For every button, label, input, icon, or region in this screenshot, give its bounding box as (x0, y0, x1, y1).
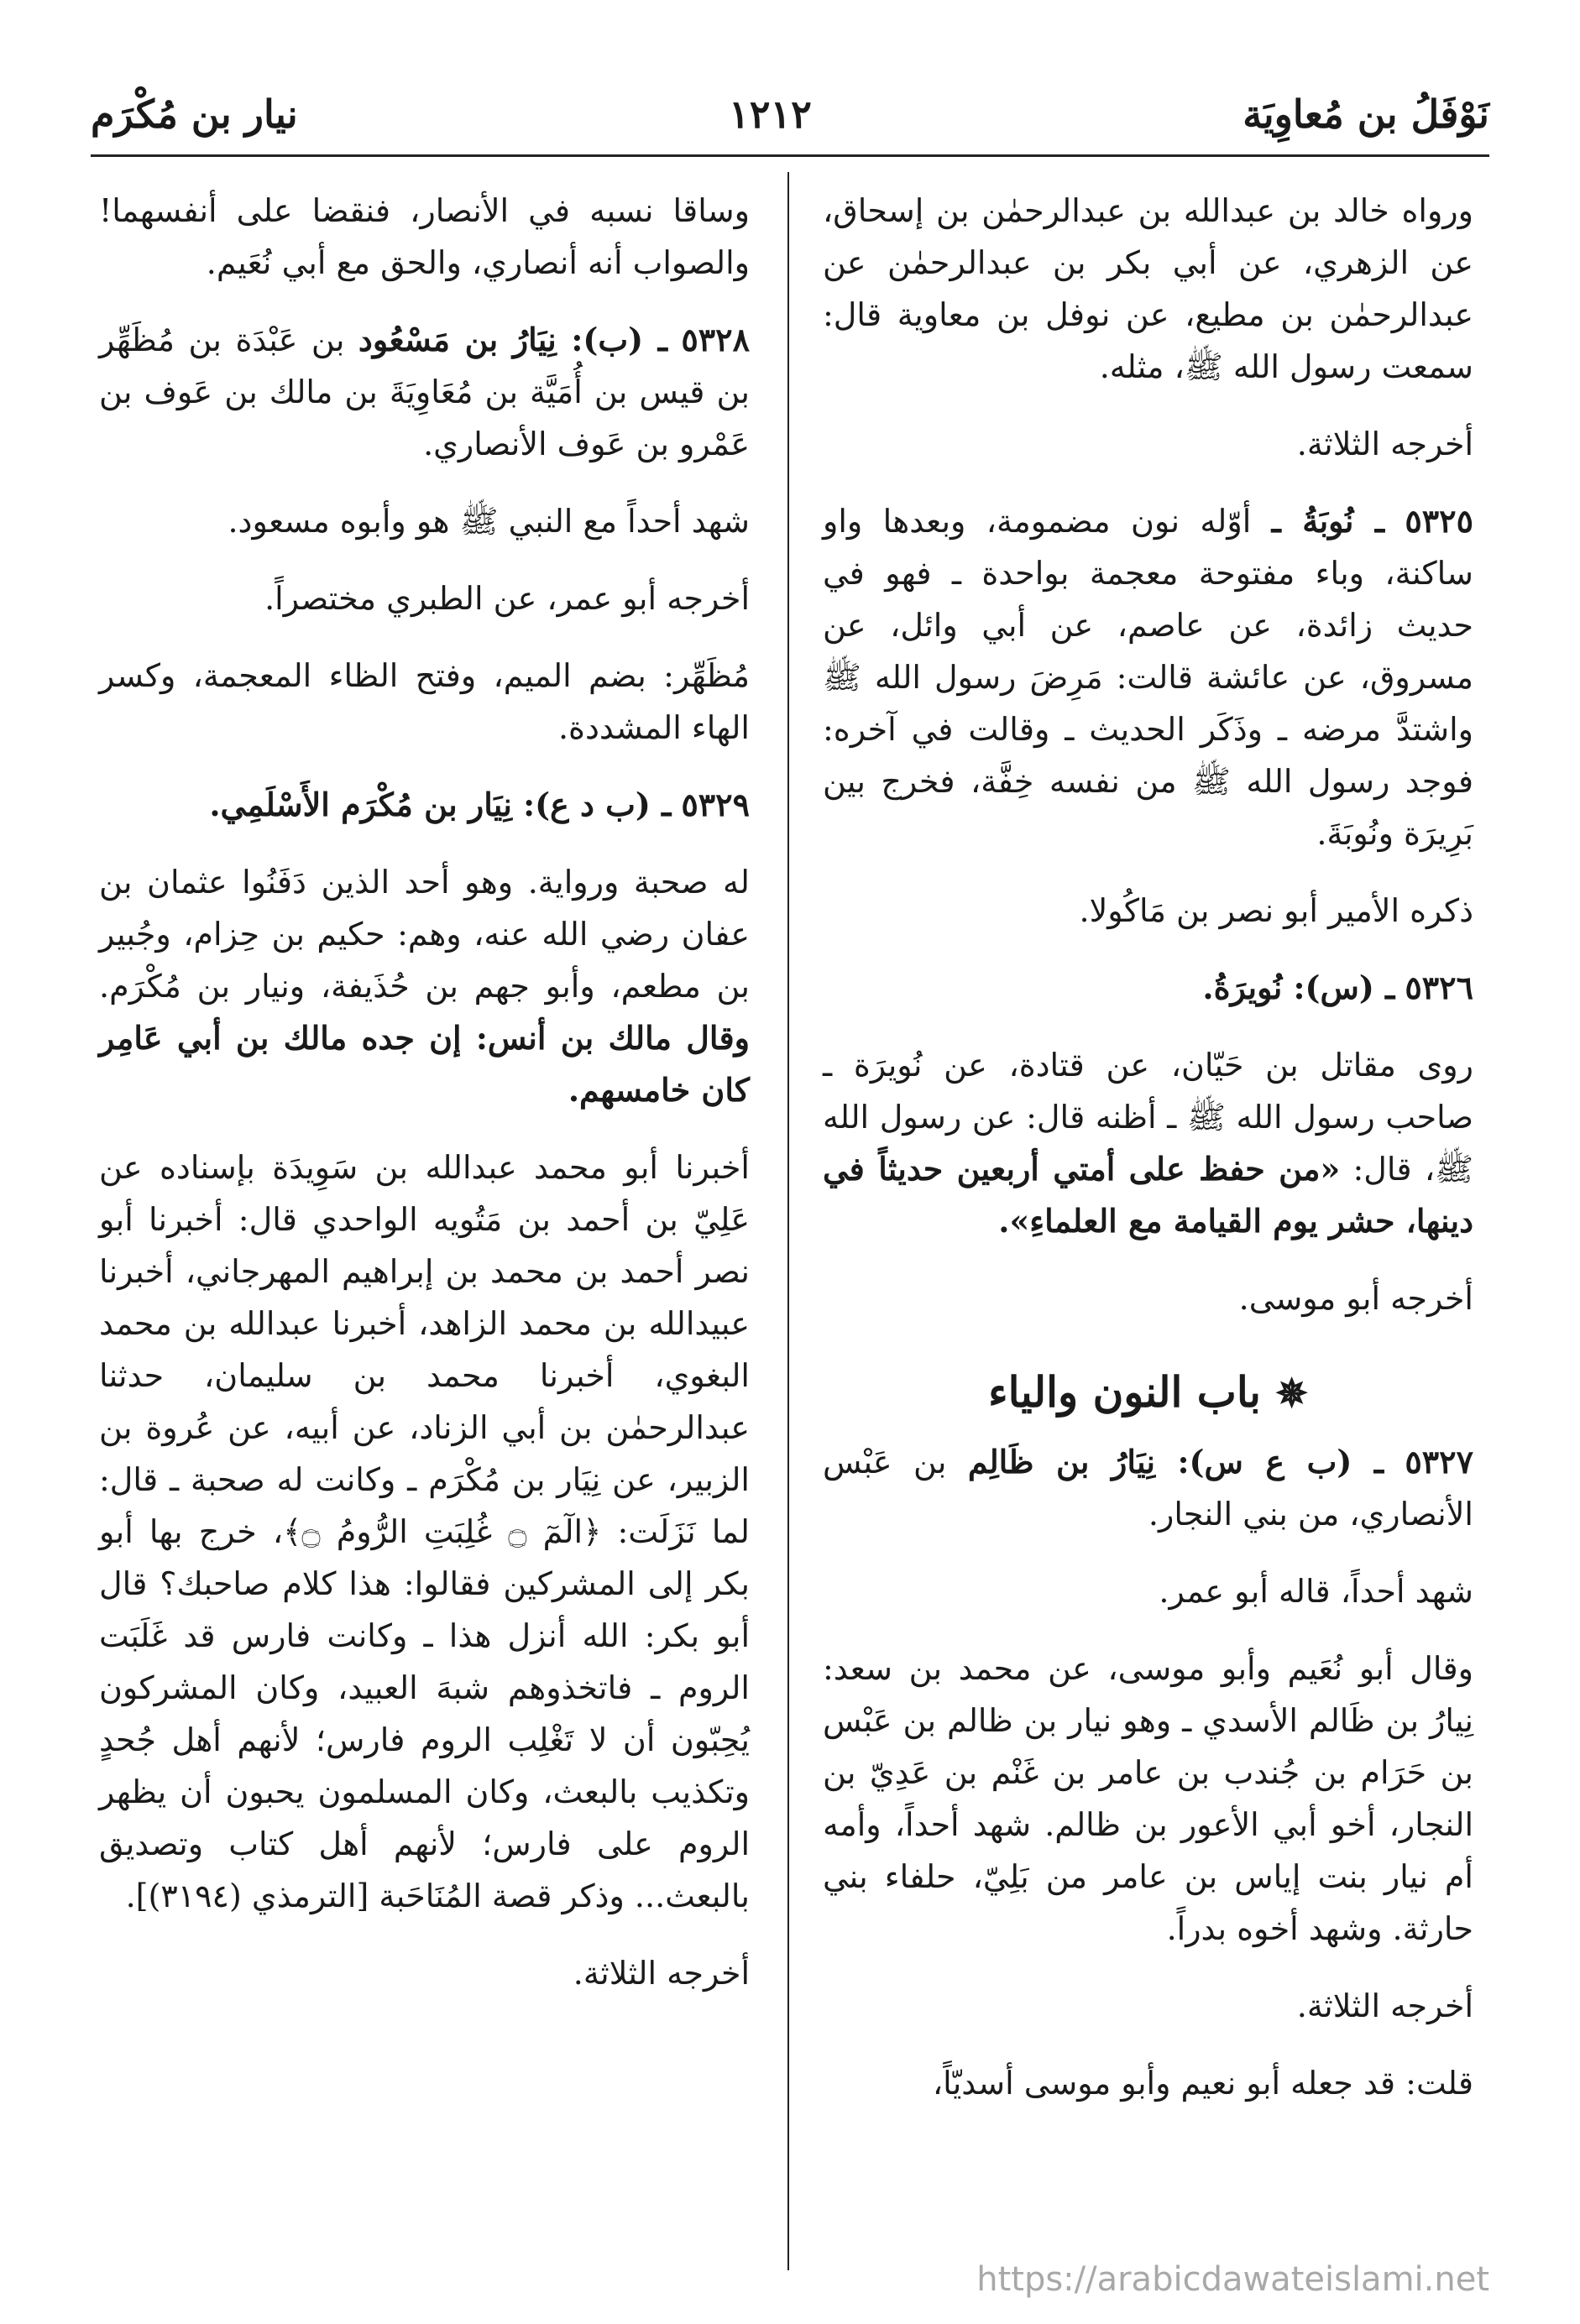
paragraph: أخبرنا أبو محمد عبدالله بن سَوِيدَة بإسناده عن عَلِيّ بن أحمد بن مَتُويه الواحدي قال: أخبرنا أبو نصر أحمد بن محمد بن إبراهيم المهرجاني، أخبرنا عبيدالله بن محمد الزاهد، أخبرنا عبدالله بن محمد البغوي، أخبرنا محمد بن سليمان، حدثنا عبدالرحمٰن بن أبي الزناد، عن أبيه، عن عُروة بن الزبير، عن نِيَار بن مُكْرَم ـ وكانت له صحبة ـ قال: لما نَزَلَت: ﴿الٓمٓ ۝ غُلِبَتِ الرُّومُ ۝﴾، خرج بها أبو بكر إلى المشركين فقالوا: هذا كلام صاحبك؟ قال أبو بكر: الله أنزل هذا ـ وكانت فارس قد غَلَبَت الروم ـ فاتخذوهم شبهَ العبيد، وكان المشركون يُحِبّون أن لا تَغْلِب الروم فارس؛ لأنهم أهل جُحدٍ وتكذيب بالبعث، وكان المسلمون يحبون أن يظهر الروم على فارس؛ لأنهم أهل كتاب وتصديق بالبعث... وذكر قصة المُنَاحَبة [الترمذي (٣١٩٤)]. (99, 1149, 750, 1914)
paragraph: قلت: قد جعله أبو نعيم وأبو موسى أسديّاً، (932, 2065, 1473, 2102)
paragraph-text: له صحبة ورواية. وهو أحد الذين دَفَنُوا عثمان بن عفان رضي الله عنه، وهم: حكيم بن حِزام، وجُبير بن مطعم، وأبو جهم بن حُذَيفة، ونيار بن مُكْرَم. (99, 864, 750, 1005)
column-divider (787, 172, 789, 2270)
entry-number: ٥٣٢٩ (681, 786, 750, 823)
right-column (823, 185, 1473, 2134)
paragraph: وقال أبو نُعَيم وأبو موسى، عن محمد بن سعد: نِيارُ بن ظَالم الأسدي ـ وهو نيار بن ظالم بن عَبْس بن حَرَام بن جُندب بن عامر بن غَنْم بن عَدِيّ بن النجار، أخو أبي الأعور بن ظالم. شهد أحداً، وأمه أم نيار بنت إياس بن عامر من بَلِيّ، حلفاء بني حارثة. وشهد أخوه بدراً. (823, 1650, 1473, 1947)
entry-text: أوّله نون مضمومة، وبعدها واو ساكنة، وباء مفتوحة معجمة بواحدة ـ فهو في حديث زائدة، عن عاصم، عن أبي وائل، عن مسروق، عن عائشة قالت: مَرِضَ رسول الله ﷺ واشتدَّ مرضه ـ وذَكَر الحديث ـ وقالت في آخره: فوجد رسول الله ﷺ من نفسه خِفَّة، فخرج بين بَرِيرَة ونُوبَةَ. (823, 503, 1473, 852)
entry-number: ٥٣٢٥ (1405, 502, 1473, 540)
left-column (99, 185, 750, 2024)
running-header (91, 84, 1489, 144)
entry-5325 (823, 495, 1473, 859)
paragraph: ورواه خالد بن عبدالله بن عبدالرحمٰن بن إسحاق، عن الزهري، عن أبي بكر بن عبدالرحمٰن عن عبدالرحمٰن بن مطيع، عن نوفل بن معاوية قال: سمعت رسول الله ﷺ، مثله. (823, 192, 1473, 385)
entry-number: ٥٣٢٧ (1405, 1443, 1473, 1481)
entry-text: بن عَبْدَة بن مُظَهِّر بن قيس بن أُمَيَّة بن مُعَاوِيَةَ بن مالك بن عَوف بن عَمْرو بن عَوف الأنصاري. (99, 321, 750, 462)
paragraph: أخرجه الثلاثة. (1296, 1987, 1473, 2024)
paragraph: أخرجه الثلاثة. (1296, 426, 1473, 462)
paragraph: أخرجه الثلاثة. (573, 1955, 750, 1992)
page-number: ١٢١٢ (729, 91, 812, 137)
section-heading-text: باب النون والياء (988, 1367, 1261, 1417)
header-rule (91, 154, 1489, 157)
paragraph (99, 856, 750, 1116)
entry-5326-heading (823, 962, 1473, 1014)
section-heading (823, 1366, 1473, 1419)
paragraph: ذكره الأمير أبو نصر بن مَاكُولا. (1079, 892, 1473, 929)
eight-point-star-icon: ✵ (1275, 1371, 1308, 1416)
watermark-url: https://arabicdawateislami.net (976, 2260, 1489, 2299)
hadith-quote: «من حفظ على أمتي أربعين حديثاً في دينها، حشر يوم القيامة مع العلماءِ». (823, 1150, 1473, 1240)
entry-text: روى مقاتل بن حَيّان، عن قتادة، عن نُويرَة ـ صاحب رسول الله ﷺ ـ أظنه قال: عن رسول الله ﷺ، قال: (823, 1047, 1473, 1188)
header-title-right: نَوْفَلُ بن مُعاوِيَة (1243, 91, 1489, 137)
entry-number: ٥٣٢٨ (681, 321, 750, 358)
entry-title: ـ (ب د ع): نِيَار بن مُكْرَم الأَسْلَمِي. (209, 786, 672, 823)
entry-5329 (99, 779, 750, 831)
entry-text: بن عَبْس الأنصاري، من بني النجار. (823, 1444, 1473, 1533)
entry-title: ـ نُوبَةُ ـ (1271, 502, 1385, 540)
paragraph: شهد أحداً مع النبي ﷺ هو وأبوه مسعود. (228, 503, 750, 540)
header-title-left: نيار بن مُكْرَم (91, 91, 298, 137)
entry-title: ـ (ب): نِيَارُ بن مَسْعُود (358, 321, 667, 358)
paragraph: أخرجه أبو موسى. (1238, 1280, 1473, 1317)
entry-5327 (823, 1436, 1473, 1540)
paragraph: مُظَهِّر: بضم الميم، وفتح الظاء المعجمة، وكسر الهاء المشددة. (99, 657, 750, 746)
entry-5328 (99, 314, 750, 470)
paragraph: أخرجه أبو عمر، عن الطبري مختصراً. (264, 580, 750, 617)
paragraph: شهد أحداً، قاله أبو عمر. (1159, 1573, 1473, 1610)
entry-5326-body (823, 1039, 1473, 1247)
paragraph: وساقا نسبه في الأنصار، فنقضا على أنفسهما! والصواب أنه أنصاري، والحق مع أبي نُعَيم. (99, 192, 750, 281)
paragraph-text-bold: وقال مالك بن أنس: إن جده مالك بن أبي عَامِر كان خامسهم. (99, 1019, 750, 1109)
entry-title: ـ (س): نُويرَةُ. (1202, 969, 1395, 1006)
entry-number: ٥٣٢٦ (1405, 969, 1473, 1006)
entry-title: ـ (ب ع س): نِيَارُ بن ظَالِم (967, 1443, 1384, 1481)
